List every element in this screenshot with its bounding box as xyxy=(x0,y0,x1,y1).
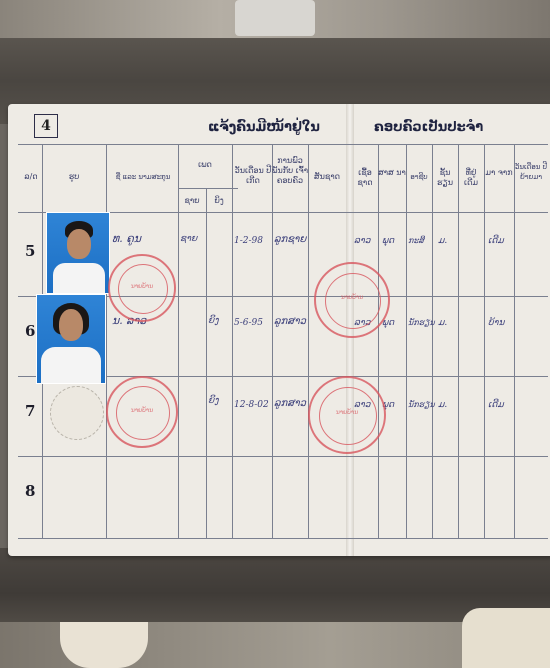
photo-face xyxy=(59,309,83,341)
entry-occupation: ນັກຮຽນ xyxy=(408,400,435,409)
entry-relation: ລູກຊາຍ xyxy=(274,234,307,245)
entry-dob: 5-6-95 xyxy=(234,318,263,328)
header-from: ມາ ຈາກ xyxy=(485,168,513,177)
header-nationality: ສັນຊາດ xyxy=(313,172,341,181)
header-number: ລ/ດ xyxy=(24,172,38,181)
header-sex: ເພດ xyxy=(198,160,212,169)
header-move-date: ວັນເດືອນ ປີ ຍ້າຍມາ xyxy=(515,163,547,181)
photo-shirt xyxy=(41,347,101,383)
grid-line xyxy=(178,188,238,189)
id-photo-female xyxy=(36,294,106,384)
header-photo: ຮູບ xyxy=(68,172,80,181)
entry-sex: ຍິງ xyxy=(208,396,219,406)
official-stamp xyxy=(108,254,176,322)
stamp-text: ນາຍບ້ານ xyxy=(130,282,154,290)
entry-education: ມ. xyxy=(438,400,448,410)
photo-shirt xyxy=(53,263,105,293)
header-education: ຊັ້ນ ຮຽນ xyxy=(436,168,454,187)
grid-line xyxy=(308,144,309,538)
header-occupation: ອາຊີບ xyxy=(410,173,428,181)
entry-religion: ພຸດ xyxy=(382,400,395,410)
official-stamp xyxy=(314,262,390,338)
grid-line xyxy=(458,144,459,538)
grid-line xyxy=(378,144,379,538)
official-stamp xyxy=(308,376,386,454)
stamp-text: ນາຍບ້ານ xyxy=(340,294,364,302)
row-number: 7 xyxy=(25,402,36,420)
header-name: ຊື່ ແລະ ນາມສະກຸນ xyxy=(115,173,171,181)
shoe-left xyxy=(60,622,148,668)
grid-line xyxy=(106,144,107,538)
page-title-right: ຄອບຄົວເປັນປະຈຳ xyxy=(374,120,484,135)
header-dob: ວັນເດືອນ ປີເກີດ xyxy=(234,166,272,185)
entry-ethnic: ລາວ xyxy=(354,318,371,328)
entry-ethnic: ລາວ xyxy=(354,400,371,410)
entry-dob: 1-2-98 xyxy=(234,236,263,246)
entry-dob: 12-8-02 xyxy=(234,400,269,410)
page-number: 4 xyxy=(34,114,58,138)
photo-face xyxy=(67,229,91,259)
grid-line xyxy=(232,144,233,538)
header-sex-male: ຊາຍ xyxy=(184,196,200,205)
id-photo-male xyxy=(46,212,110,294)
grid-line xyxy=(272,144,273,538)
stamp-text: ນາຍບ້ານ xyxy=(130,406,154,414)
entry-from: ເດີມ xyxy=(488,400,504,410)
page-title-left: ແຈ້ງຄົນມີໜ້າຢູ່ໃນ xyxy=(208,120,320,135)
entry-sex: ຍິງ xyxy=(208,316,219,326)
row-number: 8 xyxy=(25,482,36,500)
photo-placeholder xyxy=(50,386,104,440)
entry-education: ມ. xyxy=(438,236,448,246)
grid-line xyxy=(514,144,515,538)
header-sex-female: ຍິງ xyxy=(214,196,224,205)
entry-from: ເດີມ xyxy=(488,236,504,246)
grid-line xyxy=(206,188,207,538)
grid-line xyxy=(18,144,548,145)
entry-occupation: ກະສິ xyxy=(408,236,425,245)
grid-line xyxy=(18,456,548,457)
grid-line xyxy=(406,144,407,538)
floor-top xyxy=(0,0,550,40)
header-ethnic: ເຊື້ອ ຊາດ xyxy=(357,168,373,187)
entry-from: ບ້ານ xyxy=(488,318,505,328)
entry-relation: ລູກສາວ xyxy=(274,316,306,327)
row-number: 5 xyxy=(25,242,36,260)
entry-ethnic: ລາວ xyxy=(354,236,371,246)
plastic-bag xyxy=(235,0,315,36)
shoe-right xyxy=(462,608,550,668)
entry-name: ທ. ຄູນ xyxy=(112,232,142,245)
grid-line xyxy=(432,144,433,538)
header-relation: ການພົວ ພັນກັບ ເຈົ້າຄອບຄົວ xyxy=(272,156,309,185)
entry-name: ນ. ລາວ xyxy=(112,314,147,327)
grid-line xyxy=(484,144,485,538)
grid-line xyxy=(18,538,548,539)
official-stamp xyxy=(106,376,178,448)
entry-religion: ພຸດ xyxy=(382,236,395,246)
header-address: ທີ່ຢູ່ ເດີມ xyxy=(464,168,478,187)
row-number: 6 xyxy=(25,322,36,340)
entry-education: ມ. xyxy=(438,318,448,328)
entry-religion: ພຸດ xyxy=(382,318,395,328)
family-register-booklet xyxy=(8,104,550,556)
entry-sex: ຊາຍ xyxy=(180,234,198,244)
stamp-text: ນາຍບ້ານ xyxy=(335,409,359,417)
entry-occupation: ນັກຮຽນ xyxy=(408,318,435,327)
entry-relation: ລູກສາວ xyxy=(274,398,306,409)
header-religion: ສາສ ນາ xyxy=(378,168,406,177)
